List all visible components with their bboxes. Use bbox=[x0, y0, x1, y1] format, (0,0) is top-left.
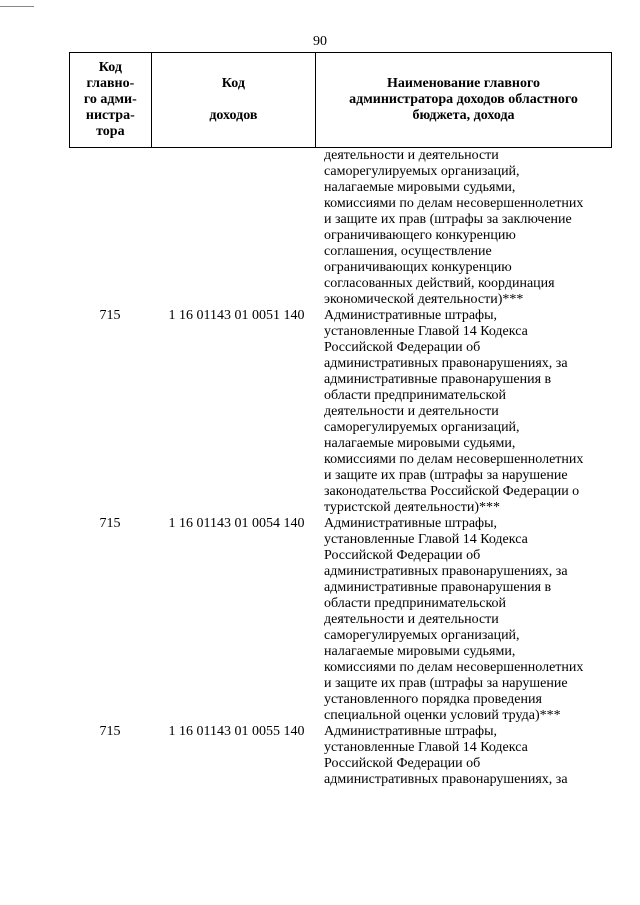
admin-code-cell: 715 bbox=[99, 724, 121, 739]
text-line: налагаемые мировыми судьями, bbox=[324, 644, 516, 659]
text-line: области предпринимательской bbox=[324, 596, 507, 611]
text-line: специальной оценки условий труда)*** bbox=[324, 708, 561, 723]
revenue-name-cell bbox=[316, 724, 612, 788]
revenue-code-cell bbox=[151, 148, 316, 308]
text-line: области предпринимательской bbox=[324, 388, 507, 403]
revenue-name-cell bbox=[316, 308, 612, 516]
text-line: и защите их прав (штрафы за заключение bbox=[324, 212, 572, 227]
text-line: Российской Федерации об bbox=[324, 548, 481, 563]
table-header bbox=[69, 52, 612, 148]
header-revenue-code: Код доходов bbox=[152, 53, 316, 147]
table-body bbox=[69, 148, 612, 788]
text-line: административные правонарушения в bbox=[324, 580, 552, 595]
text-line: туристской деятельности)*** bbox=[324, 500, 501, 515]
scan-corner-mark bbox=[0, 6, 34, 7]
admin-code-cell: 715 bbox=[99, 308, 121, 323]
text-line: и защите их прав (штрафы за нарушение bbox=[324, 676, 568, 691]
text-line: комиссиями по делам несовершеннолетних bbox=[324, 452, 584, 467]
text-line: и защите их прав (штрафы за нарушение bbox=[324, 468, 568, 483]
admin-code-cell: 715 bbox=[99, 516, 121, 531]
text-line: комиссиями по делам несовершеннолетних bbox=[324, 660, 584, 675]
text-line: налагаемые мировыми судьями, bbox=[324, 180, 516, 195]
text-line: установленного порядка проведения bbox=[324, 692, 542, 707]
text-line: административных правонарушениях, за bbox=[324, 564, 568, 579]
text-line: комиссиями по делам несовершеннолетних bbox=[324, 196, 584, 211]
text-line: законодательства Российской Федерации о bbox=[324, 484, 580, 499]
text-line: административных правонарушениях, за bbox=[324, 772, 568, 787]
text-line: саморегулируемых организаций, bbox=[324, 420, 520, 435]
header-admin-code: Код главно- го адми- нистра- тора bbox=[70, 53, 152, 147]
text-line: Административные штрафы, bbox=[324, 724, 498, 739]
table-row bbox=[69, 516, 612, 724]
page-number: 90 bbox=[313, 34, 327, 49]
revenue-name-cell bbox=[316, 516, 612, 724]
text-line: Административные штрафы, bbox=[324, 516, 498, 531]
text-line: административные правонарушения в bbox=[324, 372, 552, 387]
revenue-code-cell: 1 16 01143 01 0055 140 bbox=[168, 724, 305, 739]
text-line: установленные Главой 14 Кодекса bbox=[324, 532, 528, 547]
text-line: Российской Федерации об bbox=[324, 756, 481, 771]
text-line: согласованных действий, координация bbox=[324, 276, 555, 291]
text-line: деятельности и деятельности bbox=[324, 404, 499, 419]
text-line: саморегулируемых организаций, bbox=[324, 628, 520, 643]
text-line: административных правонарушениях, за bbox=[324, 356, 568, 371]
text-line: ограничивающего конкуренцию bbox=[324, 228, 516, 243]
text-line: ограничивающих конкуренцию bbox=[324, 260, 512, 275]
text-line: деятельности и деятельности bbox=[324, 612, 499, 627]
table-row bbox=[69, 148, 612, 308]
text-line: установленные Главой 14 Кодекса bbox=[324, 740, 528, 755]
revenue-name-cell bbox=[316, 148, 612, 308]
revenue-code-cell: 1 16 01143 01 0051 140 bbox=[168, 308, 305, 323]
admin-code-cell bbox=[69, 148, 151, 308]
table-row bbox=[69, 308, 612, 516]
text-line: установленные Главой 14 Кодекса bbox=[324, 324, 528, 339]
table-row bbox=[69, 724, 612, 788]
text-line: Российской Федерации об bbox=[324, 340, 481, 355]
revenue-code-cell: 1 16 01143 01 0054 140 bbox=[168, 516, 305, 531]
text-line: Административные штрафы, bbox=[324, 308, 498, 323]
text-line: саморегулируемых организаций, bbox=[324, 164, 520, 179]
text-line: экономической деятельности)*** bbox=[324, 292, 524, 307]
text-line: соглашения, осуществление bbox=[324, 244, 492, 259]
text-line: налагаемые мировыми судьями, bbox=[324, 436, 516, 451]
header-name: Наименование главного администратора доходов областного бюджета, дохода bbox=[349, 76, 578, 123]
text-line: деятельности и деятельности bbox=[324, 148, 499, 163]
